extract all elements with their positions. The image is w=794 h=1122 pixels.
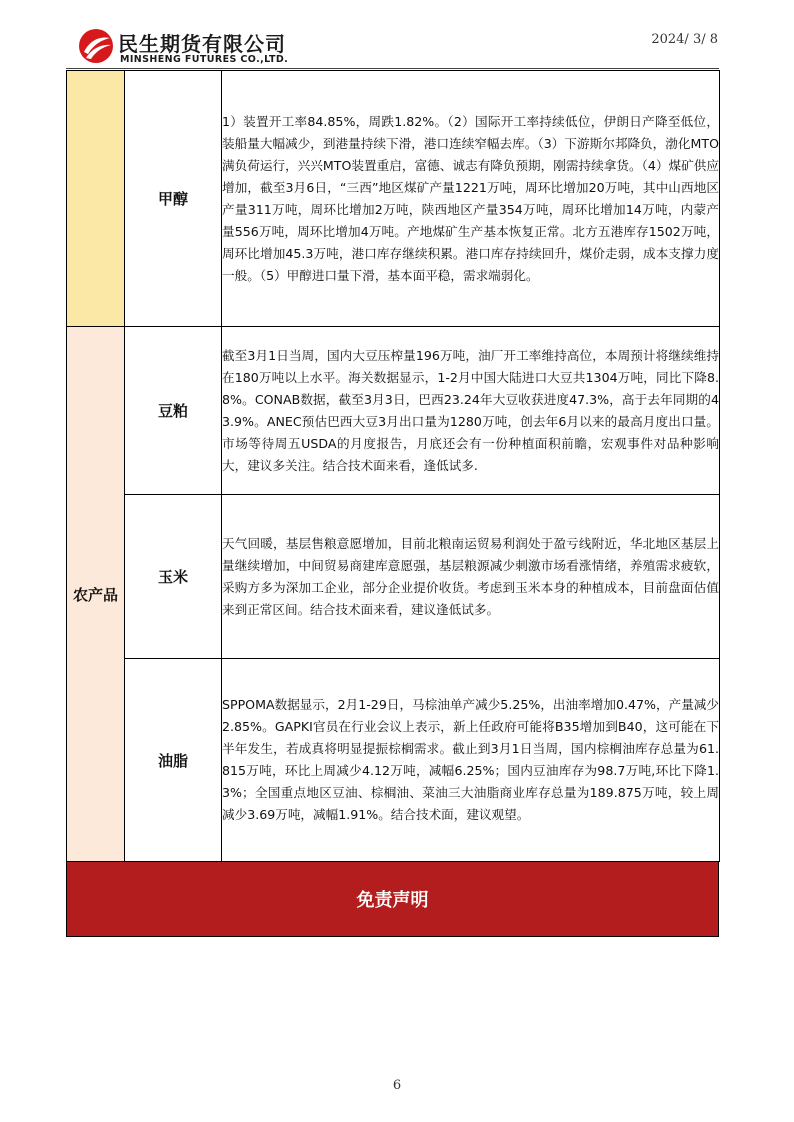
disclaimer-banner: 免责声明 <box>66 861 719 937</box>
table-row <box>67 659 720 862</box>
commentary-cell: 1）装置开工率84.85%，周跌1.82%。（2）国际开工率持续低位，伊朗日产降至低位，装船量大幅减少，到港量持续下滑，港口连续窄幅去库。（3）下游斯尔邦降负，渤化MTO满负荷运行，兴兴MTO装置重启，富德、诚志有降负预期，刚需持续拿货。（4）煤矿供应增加，截至3月6日，“三西”地区煤矿产量1221万吨，周环比增加20万吨，其中山西地区产量311万吨，周环比增加2万吨，陕西地区产量354万吨，周环比增加14万吨，内蒙产量556万吨，周环比增加4万吨。产地煤矿生产基本恢复正常。北方五港库存1502万吨，周环比增加45.3万吨，港口库存继续积累。港口库存持续回升，煤价走弱，成本支撑力度一般。（5）甲醇进口量下滑，基本面平稳，需求端弱化。 <box>222 71 720 327</box>
table-row <box>67 327 720 495</box>
category-cell <box>67 71 125 327</box>
commentary-cell: SPPOMA数据显示，2月1-29日，马棕油单产减少5.25%，出油率增加0.47%，产量减少2.85%。GAPKI官员在行业会议上表示，新上任政府可能将B35增加到B40，这可能在下半年发生，若成真将明显提振棕榈需求。截止到3月1日当周，国内棕榈油库存总量为61.815万吨，环比上周减少4.12万吨，减幅6.25%；国内豆油库存为98.7万吨,环比下降1.3%；全国重点地区豆油、棕榈油、菜油三大油脂商业库存总量为189.875万吨，较上周减少3.69万吨，减幅1.91%。结合技术面，建议观望。 <box>222 659 720 862</box>
header-divider <box>66 68 719 69</box>
page-header <box>0 0 794 70</box>
company-name-en: MINSHENG FUTURES CO.,LTD. <box>120 54 289 65</box>
commentary-cell: 截至3月1日当周，国内大豆压榨量196万吨，油厂开工率维持高位，本周预计将继续维持在180万吨以上水平。海关数据显示，1-2月中国大陆进口大豆共1304万吨，同比下降8.8%。CONAB数据，截至3月3日，巴西23.24年大豆收获进度47.3%，高于去年同期的43.9%。ANEC预估巴西大豆3月出口量为1280万吨，创去年6月以来的最高月度出口量。市场等待周五USDA的月度报告，月底还会有一份种植面积前瞻，宏观事件对品种影响大，建议多关注。结合技术面来看，逢低试多. <box>222 327 720 495</box>
company-name-cn: 民生期货有限公司 <box>118 32 286 56</box>
table-row <box>67 71 720 327</box>
variety-cell: 甲醇 <box>125 71 222 327</box>
category-cell: 农产品 <box>67 327 125 862</box>
commodity-table <box>66 70 720 862</box>
variety-cell: 豆粕 <box>125 327 222 495</box>
table-row <box>67 495 720 659</box>
page-number: 6 <box>392 1078 402 1093</box>
variety-cell: 玉米 <box>125 495 222 659</box>
minsheng-logo-icon <box>78 28 114 64</box>
report-date: 2024/ 3/ 8 <box>651 32 718 47</box>
commentary-cell: 天气回暖，基层售粮意愿增加，目前北粮南运贸易利润处于盈亏线附近，华北地区基层上量继续增加，中间贸易商建库意愿强，基层粮源减少刺激市场看涨情绪，养殖需求疲软，采购方多为深加工企业，部分企业提价收货。考虑到玉米本身的种植成本，目前盘面估值来到正常区间。结合技术面来看，建议逢低试多。 <box>222 495 720 659</box>
variety-cell: 油脂 <box>125 659 222 862</box>
